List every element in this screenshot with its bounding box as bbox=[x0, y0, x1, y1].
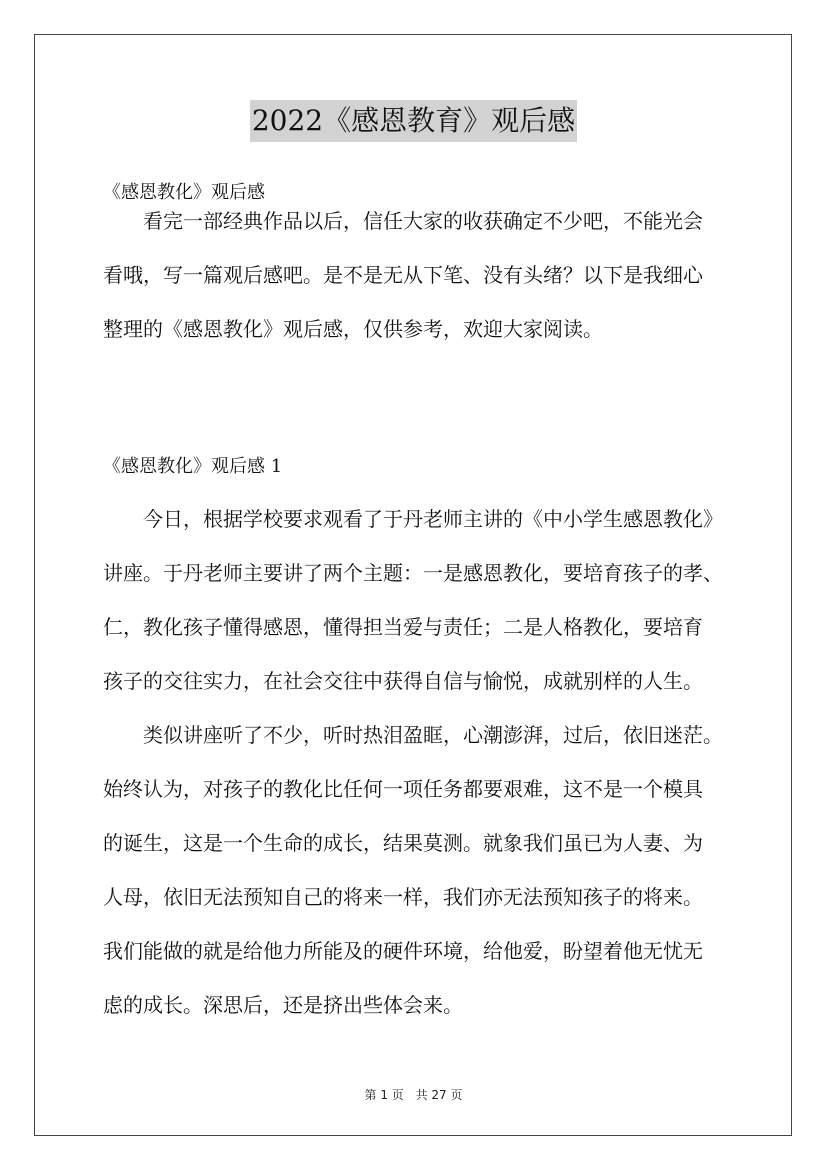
paragraph-line: 整理的《感恩教化》观后感，仅供参考，欢迎大家阅读。 bbox=[103, 317, 603, 341]
paragraph-line: 类似讲座听了不少，听时热泪盈眶，心潮澎湃，过后，依旧迷茫。 bbox=[143, 723, 723, 747]
paragraph-line: 仁，教化孩子懂得感恩，懂得担当爱与责任；二是人格教化，要培育 bbox=[103, 615, 703, 639]
paragraph-line: 孩子的交往实力，在社会交往中获得自信与愉悦，成就别样的人生。 bbox=[103, 669, 703, 693]
title-container bbox=[0, 100, 827, 142]
section-1-paragraph-2 bbox=[103, 708, 743, 1032]
page-total: 共 27 页 bbox=[415, 1088, 463, 1102]
paragraph-line: 讲座。于丹老师主要讲了两个主题：一是感恩教化，要培育孩子的孝、 bbox=[103, 561, 723, 585]
paragraph-line: 虑的成长。深思后，还是挤出些体会来。 bbox=[103, 993, 463, 1017]
paragraph-line: 看完一部经典作品以后，信任大家的收获确定不少吧，不能光会 bbox=[143, 209, 703, 233]
paragraph-line: 看哦，写一篇观后感吧。是不是无从下笔、没有头绪？以下是我细心 bbox=[103, 263, 703, 287]
paragraph-line: 我们能做的就是给他力所能及的硬件环境，给他爱，盼望着他无忧无 bbox=[103, 939, 703, 963]
section-heading-intro: 《感恩教化》观后感 bbox=[103, 182, 265, 203]
page-number: 第 1 页 bbox=[364, 1088, 404, 1102]
intro-paragraph bbox=[103, 194, 743, 356]
section-1-paragraph-1 bbox=[103, 492, 743, 708]
paragraph-line: 今日，根据学校要求观看了于丹老师主讲的《中小学生感恩教化》 bbox=[143, 507, 723, 531]
paragraph-line: 的诞生，这是一个生命的成长，结果莫测。就象我们虽已为人妻、为 bbox=[103, 831, 703, 855]
paragraph-line: 人母，依旧无法预知自己的将来一样，我们亦无法预知孩子的将来。 bbox=[103, 885, 703, 909]
section-heading-1: 《感恩教化》观后感 1 bbox=[103, 456, 283, 477]
paragraph-line: 始终认为，对孩子的教化比任何一项任务都要艰难，这不是一个模具 bbox=[103, 777, 703, 801]
page-footer bbox=[0, 1086, 827, 1104]
document-title: 2022《感恩教育》观后感 bbox=[250, 100, 577, 142]
